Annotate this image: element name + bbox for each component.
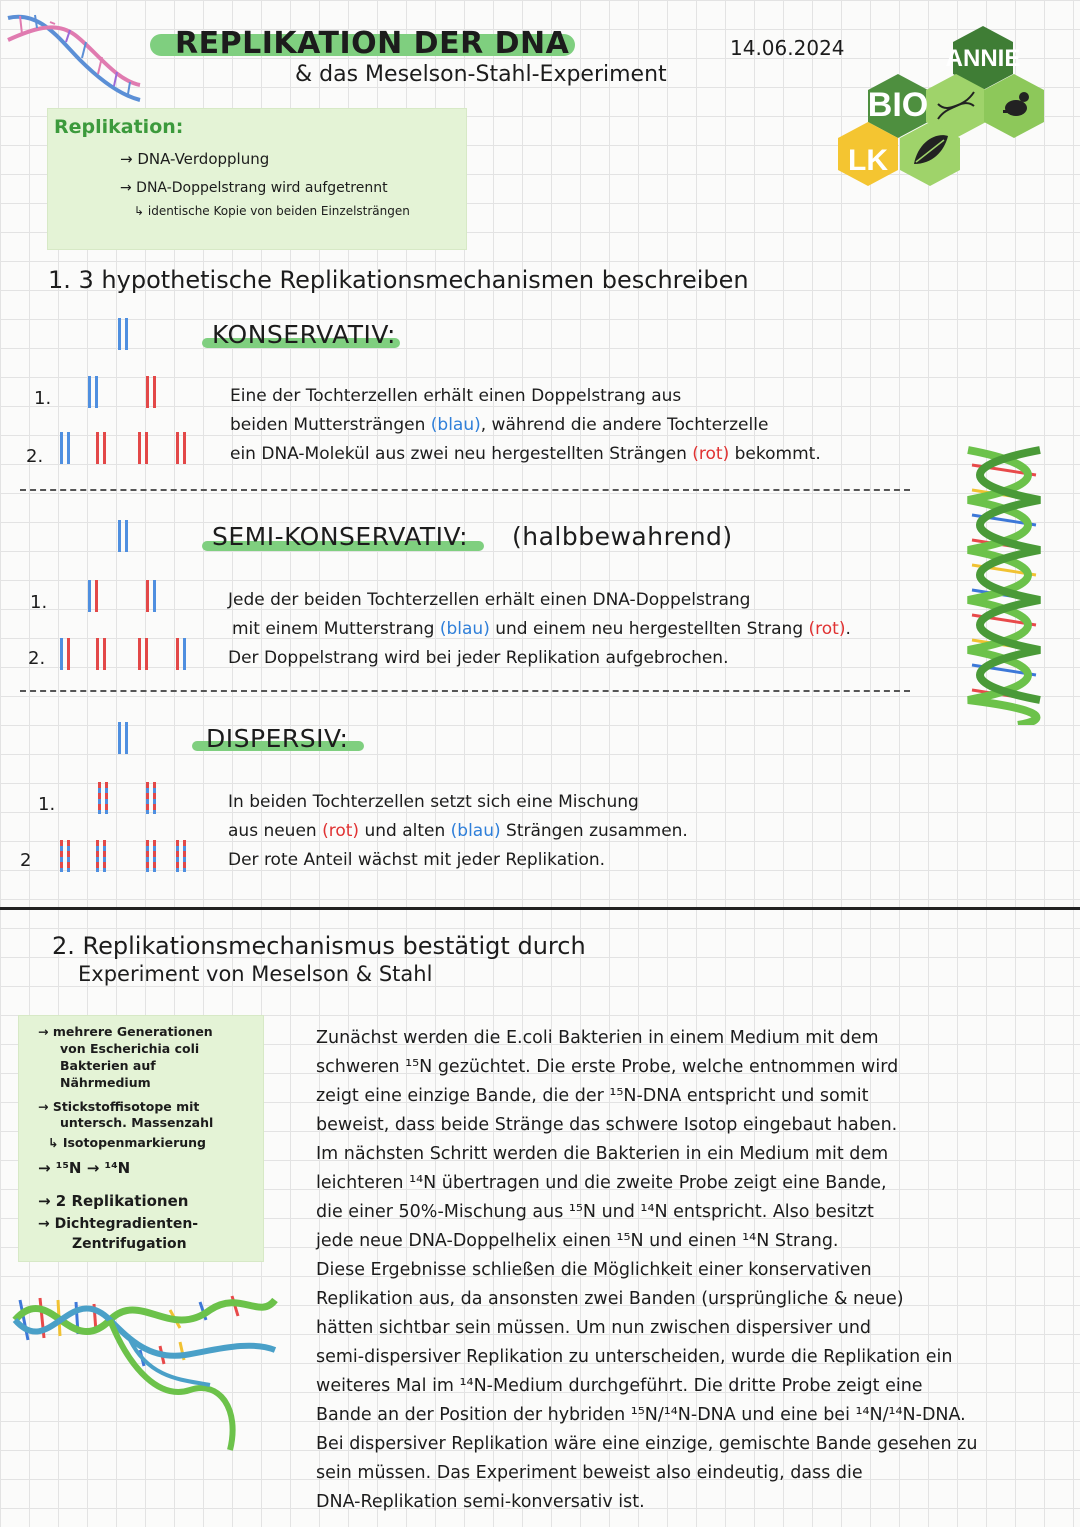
semi-desc-line-1: Jede der beiden Tochterzellen erhält einen DNA-Doppelstrang xyxy=(228,590,751,610)
konservativ-desc-line-3 xyxy=(230,440,821,469)
gen-2-label: 2. xyxy=(26,446,44,467)
gen-2-molecule-b xyxy=(96,432,106,464)
experiment-line: sein müssen. Das Experiment beweist also eindeutig, dass die xyxy=(316,1463,863,1483)
blue-word: (blau) xyxy=(450,821,501,841)
replikation-line-3: ↳ identische Kopie von beiden Einzelsträngen xyxy=(134,204,410,218)
experiment-line: zeigt eine einzige Bande, die der ¹⁵N-DNA entspricht und somit xyxy=(316,1086,869,1106)
text: Strängen zusammen. xyxy=(500,821,688,841)
side-note-9: → Dichtegradienten- xyxy=(38,1216,199,1232)
konservativ-title: KONSERVATIV: xyxy=(212,320,396,349)
experiment-line: Zunächst werden die E.coli Bakterien in einem Medium mit dem xyxy=(316,1028,879,1048)
experiment-line: Bei dispersiver Replikation wäre eine einzige, gemischte Bande gesehen zu xyxy=(316,1434,978,1454)
experiment-line: leichteren ¹⁴N übertragen und die zweite Probe zeigt eine Bande, xyxy=(316,1173,887,1193)
semi-desc-line-3: Der Doppelstrang wird bei jeder Replikation aufgebrochen. xyxy=(228,648,729,668)
section-2-heading-2: Experiment von Meselson & Stahl xyxy=(78,962,433,986)
side-note-1: von Escherichia coli xyxy=(60,1041,200,1056)
replikation-title: Replikation: xyxy=(54,116,184,138)
experiment-line: jede neue DNA-Doppelhelix einen ¹⁵N und einen ¹⁴N Strang. xyxy=(316,1231,839,1251)
gen-1-molecule-a xyxy=(88,376,98,408)
text: , während die andere Tochterzelle xyxy=(480,415,769,435)
side-note-3: Nährmedium xyxy=(60,1075,151,1090)
experiment-line: Replikation aus, da ansonsten zwei Banden (ursprüngliche & neue) xyxy=(316,1289,904,1309)
section-1-heading: 1. 3 hypothetische Replikationsmechanismen beschreiben xyxy=(48,266,749,294)
gen-2-molecule-d xyxy=(176,638,186,670)
side-note-7: → ¹⁵N → ¹⁴N xyxy=(38,1159,131,1177)
text: mit einem Mutterstrang xyxy=(232,619,440,639)
divider-dashed-1 xyxy=(20,489,910,491)
gen-1-molecule-b xyxy=(146,580,156,612)
experiment-text xyxy=(316,1024,1036,1517)
bio-lk-logo xyxy=(838,24,1048,194)
dna-helix-top-illustration xyxy=(0,0,145,115)
konservativ-desc-line-2 xyxy=(230,411,821,440)
dna-helix-right-illustration xyxy=(958,445,1050,725)
replication-fork-illustration xyxy=(10,1280,280,1460)
gen-2-molecule-a xyxy=(60,432,70,464)
semi-konservativ-title: SEMI-KONSERVATIV: xyxy=(212,522,468,551)
experiment-line: Im nächsten Schritt werden die Bakterien in ein Medium mit dem xyxy=(316,1144,889,1164)
section-2-heading-1: 2. Replikationsmechanismus bestätigt durch xyxy=(52,932,586,960)
parent-strands-semi xyxy=(118,520,128,552)
konservativ-description xyxy=(230,382,821,469)
experiment-line: schweren ¹⁵N gezüchtet. Die erste Probe, welche entnommen wird xyxy=(316,1057,899,1077)
gen-1-molecule-b xyxy=(146,782,156,814)
gen-1-label: 1. xyxy=(34,388,52,409)
gen-2-molecule-c xyxy=(138,638,148,670)
logo-annie: ANNIE xyxy=(945,45,1021,72)
text: ein DNA-Molekül aus zwei neu hergestellten Strängen xyxy=(230,444,693,464)
experiment-line: beweist, dass beide Stränge das schwere Isotop eingebaut haben. xyxy=(316,1115,898,1135)
experiment-line: hätten sichtbar sein müssen. Um nun zwischen dispersiver und xyxy=(316,1318,872,1338)
text: . xyxy=(845,619,851,639)
gen-1-molecule-a xyxy=(88,580,98,612)
red-word: (rot) xyxy=(322,821,360,841)
gen-1-molecule-b xyxy=(146,376,156,408)
side-note-10: Zentrifugation xyxy=(72,1236,187,1252)
page-title: REPLIKATION DER DNA xyxy=(175,26,570,61)
gen-2-molecule-d xyxy=(176,840,186,872)
gen-2-label: 2. xyxy=(28,648,46,669)
gen-2-molecule-d xyxy=(176,432,186,464)
gen-2-molecule-b xyxy=(96,840,106,872)
side-note-4: → Stickstoffisotope mit xyxy=(38,1099,200,1114)
parent-strands-konservativ xyxy=(118,318,128,350)
experiment-line: semi-dispersiver Replikation zu unterscheiden, wurde die Replikation ein xyxy=(316,1347,953,1367)
gen-1-label: 1. xyxy=(38,794,56,815)
experiment-line: weiteres Mal im ¹⁴N-Medium durchgeführt. Die dritte Probe zeigt eine xyxy=(316,1376,923,1396)
gen-2-molecule-b xyxy=(96,638,106,670)
blue-word: (blau) xyxy=(439,619,490,639)
experiment-line: Diese Ergebnisse schließen die Möglichkeit einer konservativen xyxy=(316,1260,872,1280)
dispersiv-description xyxy=(228,788,688,875)
konservativ-desc-line-1: Eine der Tochterzellen erhält einen Doppelstrang aus xyxy=(230,386,682,406)
logo-bio: BIO xyxy=(867,86,929,124)
gen-2-molecule-a xyxy=(60,840,70,872)
text: bekommt. xyxy=(729,444,821,464)
gen-2-label: 2 xyxy=(20,850,32,871)
text: und alten xyxy=(359,821,451,841)
dispersiv-desc-line-3: Der rote Anteil wächst mit jeder Replikation. xyxy=(228,850,606,870)
side-note-8: → 2 Replikationen xyxy=(38,1192,189,1210)
red-word: (rot) xyxy=(808,619,846,639)
side-note-0: → mehrere Generationen xyxy=(38,1024,213,1039)
side-note-2: Bakterien auf xyxy=(60,1058,156,1073)
page-subtitle: & das Meselson-Stahl-Experiment xyxy=(295,62,667,87)
gen-1-molecule-a xyxy=(98,782,108,814)
semi-konservativ-description xyxy=(228,586,851,673)
blue-word: (blau) xyxy=(430,415,481,435)
logo-lk: LK xyxy=(848,144,888,177)
text: und einem neu hergestellten Strang xyxy=(489,619,809,639)
replikation-line-2: → DNA-Doppelstrang wird aufgetrennt xyxy=(120,180,388,196)
red-word: (rot) xyxy=(692,444,730,464)
experiment-line: Bande an der Position der hybriden ¹⁵N/¹⁴N-DNA und eine bei ¹⁴N/¹⁴N-DNA. xyxy=(316,1405,966,1425)
gen-1-label: 1. xyxy=(30,592,48,613)
experiment-line: DNA-Replikation semi-konversativ ist. xyxy=(316,1492,645,1512)
divider-dashed-2 xyxy=(20,690,910,692)
dispersiv-title: DISPERSIV: xyxy=(206,724,349,753)
side-note-5: untersch. Massenzahl xyxy=(60,1115,214,1130)
side-note-6: ↳ Isotopenmarkierung xyxy=(48,1135,207,1150)
parent-strands-dispersiv xyxy=(118,722,128,754)
divider-solid xyxy=(0,907,1080,910)
gen-2-molecule-c xyxy=(146,840,156,872)
dispersiv-desc-line-2 xyxy=(228,817,688,846)
gen-2-molecule-c xyxy=(138,432,148,464)
text: aus neuen xyxy=(228,821,323,841)
replikation-line-1: → DNA-Verdopplung xyxy=(120,150,270,168)
experiment-line: die einer 50%-Mischung aus ¹⁵N und ¹⁴N entspricht. Also besitzt xyxy=(316,1202,874,1222)
semi-desc-line-2 xyxy=(228,615,851,644)
date: 14.06.2024 xyxy=(730,36,845,60)
gen-2-molecule-a xyxy=(60,638,70,670)
dispersiv-desc-line-1: In beiden Tochterzellen setzt sich eine Mischung xyxy=(228,792,639,812)
text: beiden Muttersträngen xyxy=(230,415,431,435)
semi-konservativ-extra: (halbbewahrend) xyxy=(512,522,733,551)
